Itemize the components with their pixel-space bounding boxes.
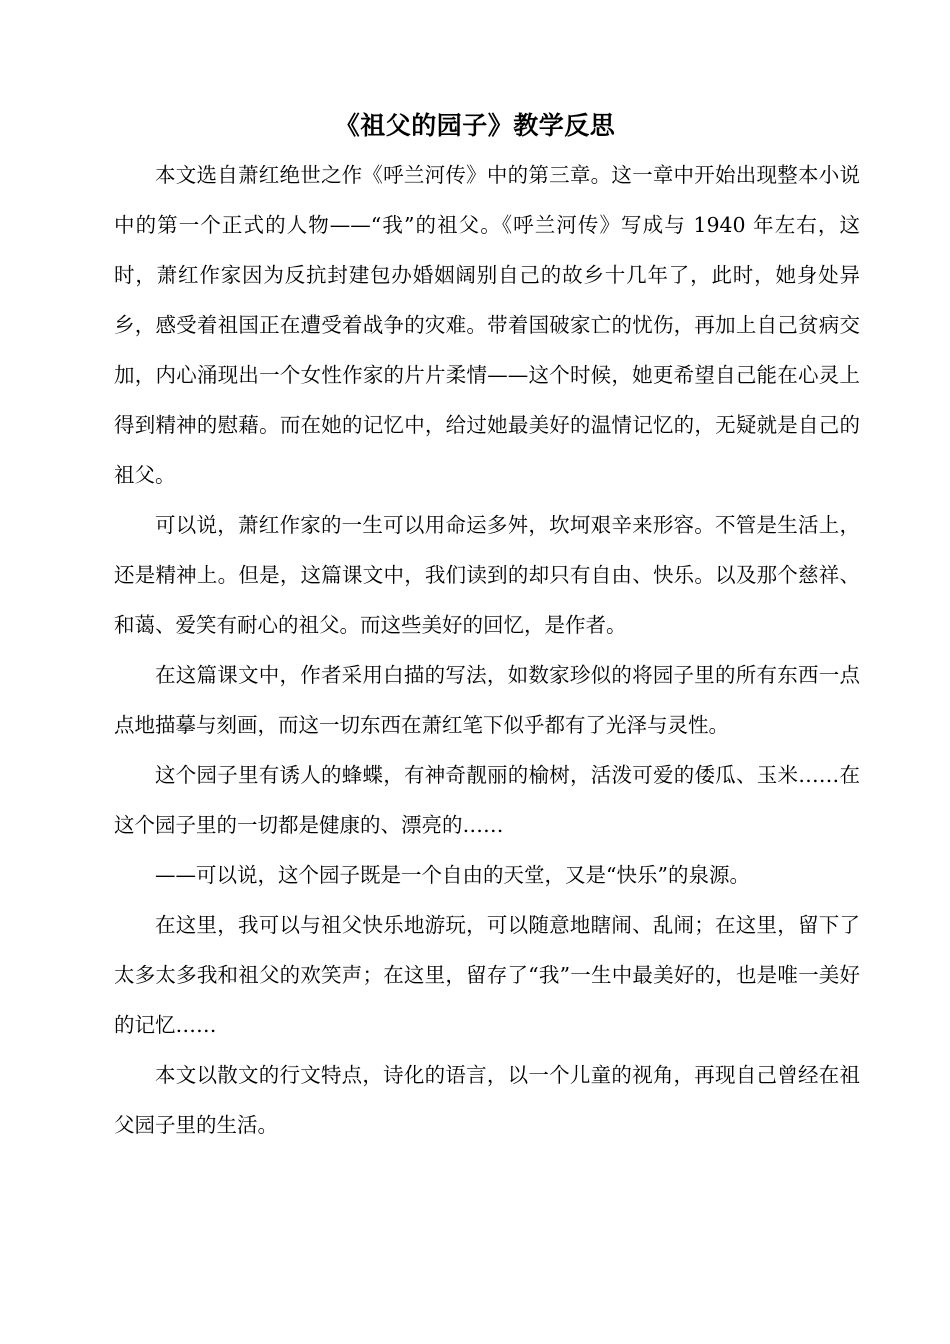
document-body [114, 150, 860, 1150]
paragraph-conclusion: 本文以散文的行文特点，诗化的语言，以一个儿童的视角，再现自己曾经在祖父园子里的生活。 [114, 1063, 860, 1137]
paragraph-paradise: ——可以说，这个园子既是一个自由的天堂，又是“快乐”的泉源。 [155, 863, 750, 887]
paragraph-memories: 在这里，我可以与祖父快乐地游玩，可以随意地瞎闹、乱闹；在这里，留下了太多太多我和祖父的欢笑声；在这里，留存了“我”一生中最美好的，也是唯一美好的记忆…… [114, 913, 860, 1037]
paragraph-garden-things: 这个园子里有诱人的蜂蝶，有神奇靓丽的榆树，活泼可爱的倭瓜、玉米……在这个园子里的一切都是健康的、漂亮的…… [114, 763, 860, 837]
paragraph-technique: 在这篇课文中，作者采用白描的写法，如数家珍似的将园子里的所有东西一点点地描摹与刻画，而这一切东西在萧红笔下似乎都有了光泽与灵性。 [114, 663, 860, 737]
paragraph-intro: 本文选自萧红绝世之作《呼兰河传》中的第三章。这一章中开始出现整本小说中的第一个正式的人物——“我”的祖父。《呼兰河传》写成与 1940 年左右，这时，萧红作家因为反抗封建包办婚姻阔别自己的故乡十几年了，此时，她身处异乡，感受着祖国正在遭受着战争的灾难。带着国破家亡的忧伤，再加上自己贫病交加，内心涌现出一个女性作家的片片柔情——这个时候，她更希望自己能在心灵上得到精神的慰藉。而在她的记忆中，给过她最美好的温情记忆的，无疑就是自己的祖父。 [114, 163, 860, 487]
page-title: 《祖父的园子》教学反思 [334, 111, 616, 140]
paragraph-life: 可以说，萧红作家的一生可以用命运多舛，坎坷艰辛来形容。不管是生活上，还是精神上。但是，这篇课文中，我们读到的却只有自由、快乐。以及那个慈祥、和蔼、爱笑有耐心的祖父。而这些美好的回忆，是作者。 [114, 513, 860, 637]
